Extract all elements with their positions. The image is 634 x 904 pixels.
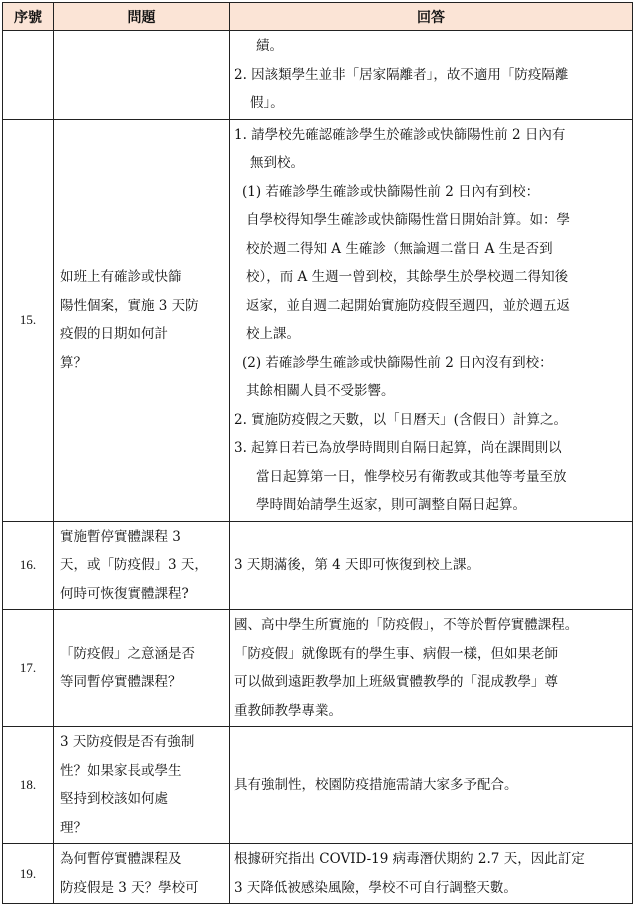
answer-line: (2) 若確診學生確診或快篩陽性前 2 日內沒有到校： [242, 354, 553, 371]
header-answer: 回答 [230, 3, 633, 31]
answer-line: 根據研究指出 COVID-19 病毒潛伏期約 2.7 天，因此訂定 [234, 851, 585, 867]
faq-table [2, 2, 633, 904]
question-line: 何時可恢復實體課程? [60, 585, 189, 602]
question-line: 「防疫假」之意涵是否 [60, 645, 195, 662]
table-row [3, 521, 633, 610]
question-cell [54, 844, 230, 904]
table-row [3, 844, 633, 904]
answer-line: 「防疫假」就像既有的學生事、病假一樣，但如果老師 [234, 645, 558, 662]
question-line: 堅持到校該如何處 [60, 791, 168, 807]
header-question: 問題 [54, 3, 230, 31]
answer-cell [230, 31, 633, 120]
header-number: 序號 [3, 3, 54, 31]
answer-line: 2. 因該類學生並非「居家隔離者」，故不適用「防疫隔離 [234, 66, 569, 83]
answer-line: 自學校得知學生確診或快篩陽性當日開始計算。如：學 [246, 212, 570, 228]
question-line: 理？ [60, 819, 87, 836]
table-row [3, 727, 633, 844]
answer-cell [230, 727, 633, 844]
answer-line: 國、高中學生所實施的「防疫假」，不等於暫停實體課程。 [234, 617, 579, 633]
row-number: 16. [3, 521, 54, 610]
question-line: 性？如果家長或學生 [60, 762, 182, 779]
answer-line: 3 天期滿後，第 4 天即可恢復到校上課。 [234, 557, 481, 573]
answer-line: 當日起算第一日，惟學校另有衛教或其他等考量至放 [256, 468, 567, 485]
answer-cell [230, 610, 633, 727]
question-line: 疫假的日期如何計 [60, 326, 168, 342]
question-cell [54, 31, 230, 120]
answer-line: 績。 [256, 38, 283, 54]
answer-line: 1. 請學校先確認確診學生於確診或快篩陽性前 2 日內有 [234, 126, 566, 143]
question-line: 為何暫停實體課程及 [60, 851, 182, 867]
table-row [3, 31, 633, 120]
question-line: 實施暫停實體課程 3 [60, 528, 181, 545]
question-cell [54, 610, 230, 727]
answer-line: 假」。 [250, 95, 284, 111]
question-cell [54, 119, 230, 521]
answer-line: 校於週二得知 A 生確診（無論週二當日 A 生是否到 [246, 240, 553, 257]
answer-line: 學時間始請學生返家，則可調整自隔日起算。 [256, 497, 526, 513]
row-number [3, 31, 54, 120]
answer-cell [230, 119, 633, 521]
answer-line: 校），而 A 生週一曾到校，其餘學生於學校週二得知後 [246, 269, 569, 285]
question-line: 天，或「防疫假」3 天， [60, 557, 208, 573]
row-number: 17. [3, 610, 54, 727]
question-line: 陽性個案，實施 3 天防 [60, 297, 199, 314]
answer-line: 重教師教學專業。 [234, 702, 342, 719]
question-line: 算？ [60, 354, 87, 371]
header-row [3, 3, 633, 31]
answer-line: 3 天降低被感染風險，學校不可自行調整天數。 [234, 879, 517, 896]
answer-line: 校上課。 [246, 326, 300, 342]
row-number: 18. [3, 727, 54, 844]
row-number: 15. [3, 119, 54, 521]
question-line: 等同暫停實體課程？ [60, 674, 182, 690]
question-line: 3 天防疫假是否有強制 [60, 734, 195, 750]
question-line: 如班上有確診或快篩 [60, 269, 182, 285]
answer-line: 無到校。 [250, 155, 304, 171]
table-row [3, 610, 633, 727]
question-cell [54, 521, 230, 610]
row-number: 19. [3, 844, 54, 904]
question-line: 防疫假是 3 天？學校可 [60, 879, 199, 896]
answer-line: 返家，並自週二起開始實施防疫假至週四，並於週五返 [246, 297, 570, 314]
answer-line: 3. 起算日若已為放學時間則自隔日起算，尚在課間則以 [234, 440, 562, 456]
answer-line: 2. 實施防疫假之天數，以「日曆天」(含假日）計算之。 [234, 411, 567, 428]
table-row [3, 119, 633, 521]
answer-line: 具有強制性，校園防疫措施需請大家多予配合。 [234, 776, 518, 793]
answer-cell [230, 521, 633, 610]
answer-line: 可以做到遠距教學加上班級實體教學的「混成教學」尊 [234, 674, 558, 690]
answer-cell [230, 844, 633, 904]
answer-line: (1) 若確診學生確診或快篩陽性前 2 日內有到校： [242, 183, 540, 200]
answer-line: 其餘相關人員不受影響。 [246, 383, 395, 399]
question-cell [54, 727, 230, 844]
